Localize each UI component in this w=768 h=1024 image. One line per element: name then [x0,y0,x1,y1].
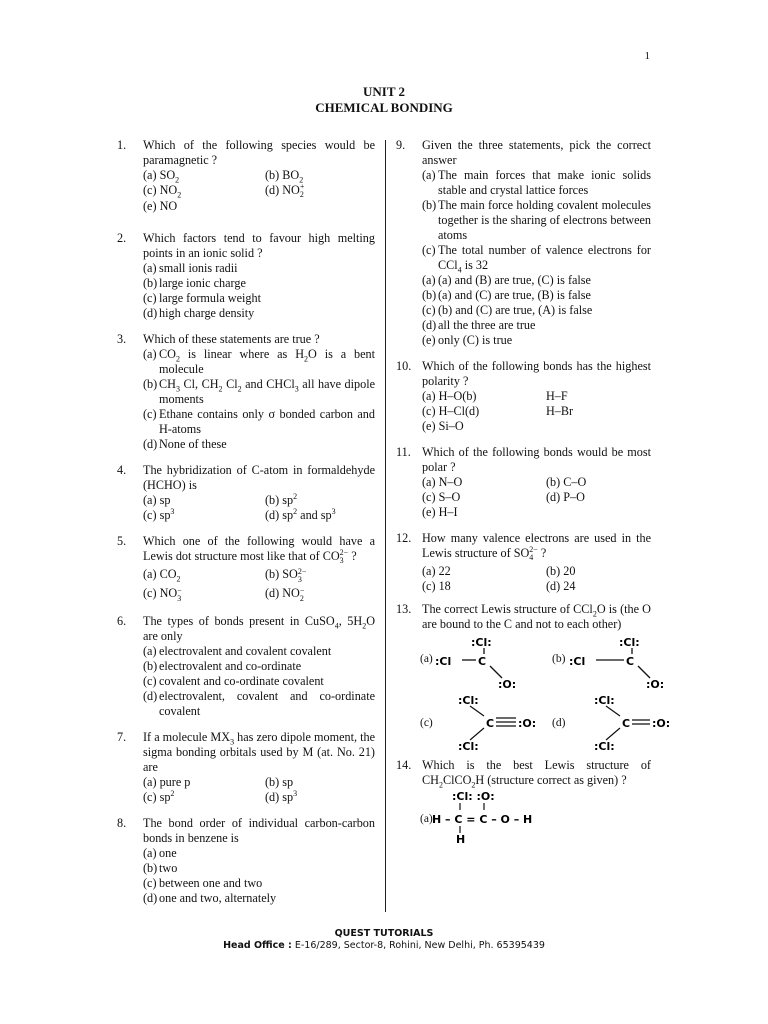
question-stem: Which one of the following would have a Lewis dot structure most like that of CO2− 3 ? [143,534,375,566]
option-d: (d) P–O [546,490,585,504]
option-c: (c) $sp^3$ [143,507,175,523]
option-d: (d) $sp^2$ and $sp^3$ [265,507,336,523]
option-c: (c) S–O [422,490,461,504]
option-a: (a) sp [143,493,171,508]
structure-14a-bottom: H [456,833,466,845]
question-stem: If a molecule $MX_3$ has zero dipole moment, the sigma bonding orbitals used by M (at. No. 21) are [143,729,375,774]
option-a: (a) 22 [422,564,451,579]
lewis-structure-d [566,690,676,752]
unit-label: UNIT 2 [362,84,406,99]
option-a: (a) $SO_2$ [143,168,180,185]
option-d: (d) one and two, alternately [143,890,277,905]
question-13 [396,602,671,753]
option-e: (e) H–I [422,505,458,519]
structure-d-carbon: C [622,717,631,731]
question-14 [396,758,651,844]
page-title: CHEMICAL BONDING [315,100,453,115]
option-b-label: (b) [552,653,566,666]
page-header [0,84,768,116]
option-c: (c) NO− 3 [143,585,182,603]
option-b: (b) two [143,860,178,875]
option-c: (c) covalent and co-ordinate covalent [143,673,324,688]
option-b: (b) electrovalent and co-ordinate [143,658,302,673]
question-stem: Which of the following bonds would be most polar ? [422,445,651,474]
option-a: (a) one [143,845,177,860]
structure-d-cl-bottom: :Cl: [594,740,615,753]
option-c: (c) large formula weight [143,291,261,306]
option-b: H–F [546,389,568,403]
lewis-structures-cd [420,690,671,753]
question-stem: Which of these statements are true ? [143,332,320,347]
question-stem: Given the three statements, pick the correct answer [422,138,651,167]
option-b: (b) $BO_2$ [265,168,304,185]
question-stem: The types of bonds present in CuSO$_4$, $5H_2O$ are only [143,613,375,643]
option-b: (b) $sp^2$ [265,492,298,508]
question-4 [117,463,375,523]
option-e: (e) only (C) is true [422,333,513,347]
page-number: 1 [644,50,650,62]
structure-b-bonds [596,648,650,678]
column-divider [385,140,386,912]
options [143,168,375,214]
option-c: (c) (b) and (C) are true, (A) is false [422,303,593,317]
structure-c-oxygen: :O: [518,717,537,731]
question-11 [396,445,651,520]
footer-address: Head Office : E-16/289, Sector-8, Rohini, New Delhi, Ph. 65395439 [223,940,545,951]
structure-14a-chain: H – C = C – O – H [432,813,533,827]
option-d: (d) electrovalent, covalent and co-ordinate covalent [143,688,375,718]
options [143,567,375,602]
structure-b-carbon: C [626,655,635,669]
structure-b-cl-left: :Cl [569,655,586,669]
question-stem: The bond order of individual carbon-carbon bonds in benzene is [143,815,375,845]
option-a: (a) H–O(b) [422,389,477,403]
option-a: (a) $CO_2$ is linear where as $H_2O$ is a bent molecule [143,347,375,377]
question-9 [396,138,651,348]
question-number: 10. [396,359,412,373]
structure-c-cl-bottom: :Cl: [458,740,479,753]
lewis-structure-b [566,632,676,690]
question-number: 11. [396,445,411,459]
lewis-structure-c [432,690,542,752]
option-d: (d) $sp^3$ [265,788,298,804]
structure-a-carbon: C [478,655,487,669]
footer [0,928,768,952]
option-c-label: (c) [420,717,433,730]
question-number: 4. [117,463,127,478]
lewis-structure-14a [420,788,651,844]
option-a: (a) $CO_2$ [143,567,181,584]
option-b: (b) 20 [546,564,576,579]
structure-a-cl-top: :Cl: [471,636,492,650]
option-c: (c) between one and two [143,875,263,890]
question-number: 12. [396,531,412,545]
option-b: (b) SO2− 3 [265,566,307,584]
option-b: (b) (a) and (C) are true, (B) is false [422,288,591,302]
structure-a-oxygen: :O: [498,678,517,691]
option-a: (a) small ionis radii [143,261,238,276]
question-stem: Which is the best Lewis structure of $CH_2ClCO_2H$ (structure correct as given) ? [422,758,651,790]
option-d: H–Br [546,404,574,418]
question-stem: Which of the following species would be paramagnetic ? [143,138,375,167]
option-b: (b) $CH_3$ Cl, $CH_2$ $Cl_2$ and CHCl$_3$ all have dipole moments [143,377,376,407]
option-c: (c) $sp^2$ [143,788,175,804]
question-stem: How many valence electrons are used in the Lewis structure of SO2− 4 ? [422,531,651,563]
structure-d-cl-top: :Cl: [594,694,615,708]
question-number: 13. [396,602,412,617]
question-3 [117,332,375,452]
footer-org: QUEST TUTORIALS [334,928,434,939]
structure-c-carbon: C [486,717,495,731]
option-a: (a) pure p [143,774,191,789]
question-number: 1. [117,138,127,152]
question-10 [396,359,651,434]
question-6 [117,614,375,719]
option-c: (c) $NO_2$ [143,183,182,200]
option-d: (d) all the three are true [422,318,536,332]
question-stem: Which factors tend to favour high melting points in an ionic solid ? [143,231,375,261]
option-d: (d) NO+ 2 [265,182,305,200]
option-a-label: (a) [420,813,433,826]
question-7 [117,730,375,805]
structure-b-cl-top: :Cl: [619,636,640,650]
question-number: 6. [117,613,127,628]
left-column [117,138,375,906]
option-a: (a) N–O [422,475,463,489]
question-number: 9. [396,138,406,152]
question-8 [117,816,375,906]
option-b: (b) large ionic charge [143,276,246,291]
question-number: 8. [117,815,127,830]
option-a: (a) electrovalent and covalent covalent [143,643,332,658]
option-d: (d) None of these [143,437,227,452]
lewis-structure-14a-drawing [432,788,582,844]
structure-14a-top: :Cl: :O: [452,790,495,804]
options [422,564,651,594]
question-stem: Which of the following bonds has the highest polarity ? [422,359,651,388]
structure-b-oxygen: :O: [646,678,665,691]
option-b: (b) C–O [546,475,587,489]
question-stem: The correct Lewis structure of CCl$_2$O is (the O are bound to the C and not to each other) [422,602,651,632]
option-e: (e) NO [143,199,178,214]
structure-c-cl-top: :Cl: [458,694,479,708]
structure-d-oxygen: :O: [652,717,671,731]
question-number: 5. [117,534,127,549]
option-e: (e) Si–O [422,419,464,433]
question-number: 2. [117,231,127,246]
question-number: 3. [117,332,127,347]
statement-a: (a) The main forces that make ionic solids stable and crystal lattice forces [422,168,651,197]
statement-b: (b) The main force holding covalent molecules together is the sharing of electrons between atoms [422,198,651,242]
options [422,389,651,434]
lewis-structures-ab [420,632,665,691]
option-a: (a) (a) and (B) are true, (C) is false [422,273,591,287]
question-12 [396,531,651,594]
question-2 [117,231,375,321]
option-d: (d) NO− 2 [265,585,305,603]
question-1 [117,138,375,214]
right-column [396,138,671,845]
option-a-label: (a) [420,653,433,666]
option-c: (c) H–Cl(d) [422,404,480,418]
options [422,475,651,520]
question-stem: The hybridization of C-atom in formaldehyde (HCHO) is [143,463,375,493]
option-d: (d) high charge density [143,306,255,321]
structure-a-cl-left: :Cl [435,655,452,669]
question-number: 14. [396,758,412,773]
option-c: (c) Ethane contains only σ bonded carbon and H-atoms [143,407,375,437]
statement-c: (c) The total number of valence electrons for CCl$_4$ is 32 [422,243,651,275]
options [143,493,375,523]
option-d-label: (d) [552,717,566,730]
options [143,775,375,805]
option-d: (d) 24 [546,579,576,594]
option-b: (b) sp [265,774,294,789]
lewis-structure-a [432,632,542,690]
question-5 [117,534,375,602]
question-number: 7. [117,729,127,744]
option-c: (c) 18 [422,579,451,594]
